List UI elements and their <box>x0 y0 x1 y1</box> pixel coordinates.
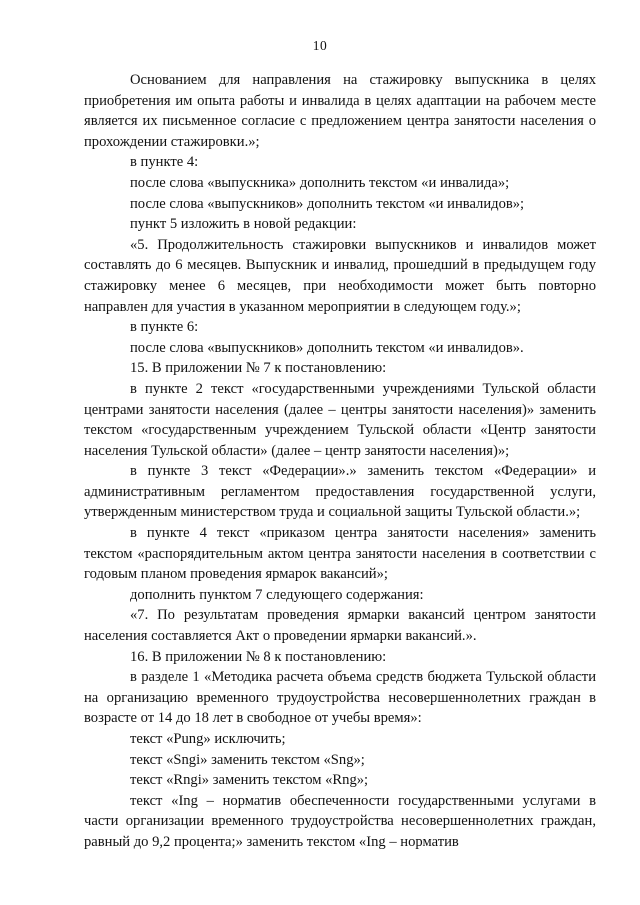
paragraph: в пункте 4 текст «приказом центра занятости населения» заменить текстом «распорядительным актом центра занятости населения в соответствии с годовым планом проведения ярмарок вакансий»; <box>84 525 596 583</box>
page-number: 10 <box>312 38 328 53</box>
document-body <box>84 70 596 853</box>
paragraph: в разделе 1 «Методика расчета объема средств бюджета Тульской области на организацию временного трудоустройства несовершеннолетних граждан в возрасте от 14 до 18 лет в свободное от учебы время»: <box>84 669 596 727</box>
paragraph: 16. В приложении № 8 к постановлению: <box>130 648 387 665</box>
paragraph: после слова «выпускников» дополнить текстом «и инвалидов». <box>130 339 524 356</box>
paragraph: «5. Продолжительность стажировки выпускников и инвалидов может составлять до 6 месяцев. Выпускник и инвалид, прошедший в предыдущем году стажировку менее 6 месяцев, при необходимости может быть повторно направлен для участия в указанном мероприятии в следующем году.»; <box>84 236 596 315</box>
paragraph: после слова «выпускников» дополнить текстом «и инвалидов»; <box>130 195 525 212</box>
paragraph: пункт 5 изложить в новой редакции: <box>130 216 357 233</box>
paragraph: в пункте 3 текст «Федерации».» заменить текстом «Федерации» и административным регламентом предоставления государственной услуги, утвержденным министерством труда и социальной защиты Тульской области.»; <box>84 463 596 521</box>
paragraph: в пункте 2 текст «государственными учреждениями Тульской области центрами занятости населения (далее – центры занятости населения)» заменить текстом «государственным учреждением Тульской области «Центр занятости населения Тульской области» (далее – центр занятости населения)»; <box>84 380 596 459</box>
paragraph: в пункте 4: <box>130 154 199 171</box>
paragraph: «7. По результатам проведения ярмарки вакансий центром занятости населения составляется Акт о проведении ярмарки вакансий.». <box>84 607 596 645</box>
paragraph: текст «Sngi» заменить текстом «Sng»; <box>130 751 365 768</box>
paragraph: после слова «выпускника» дополнить текстом «и инвалида»; <box>130 174 510 191</box>
paragraph: 15. В приложении № 7 к постановлению: <box>130 360 387 377</box>
paragraph: Основанием для направления на стажировку выпускника в целях приобретения им опыта работы и инвалида в целях адаптации на рабочем месте является их письменное согласие с предложением центра занятости населения о прохождении стажировки.»; <box>84 72 596 150</box>
paragraph: текст «Rngi» заменить текстом «Rng»; <box>130 772 369 789</box>
paragraph: текст «Pung» исключить; <box>130 731 286 747</box>
paragraph: текст «Ing – норматив обеспеченности государственными услугами в части организации временного трудоустройства несовершеннолетних граждан, равный до 9,2 процента;» заменить текстом «Ing – норматив <box>84 792 596 850</box>
paragraph: дополнить пунктом 7 следующего содержания: <box>130 586 424 603</box>
paragraph: в пункте 6: <box>130 319 199 336</box>
